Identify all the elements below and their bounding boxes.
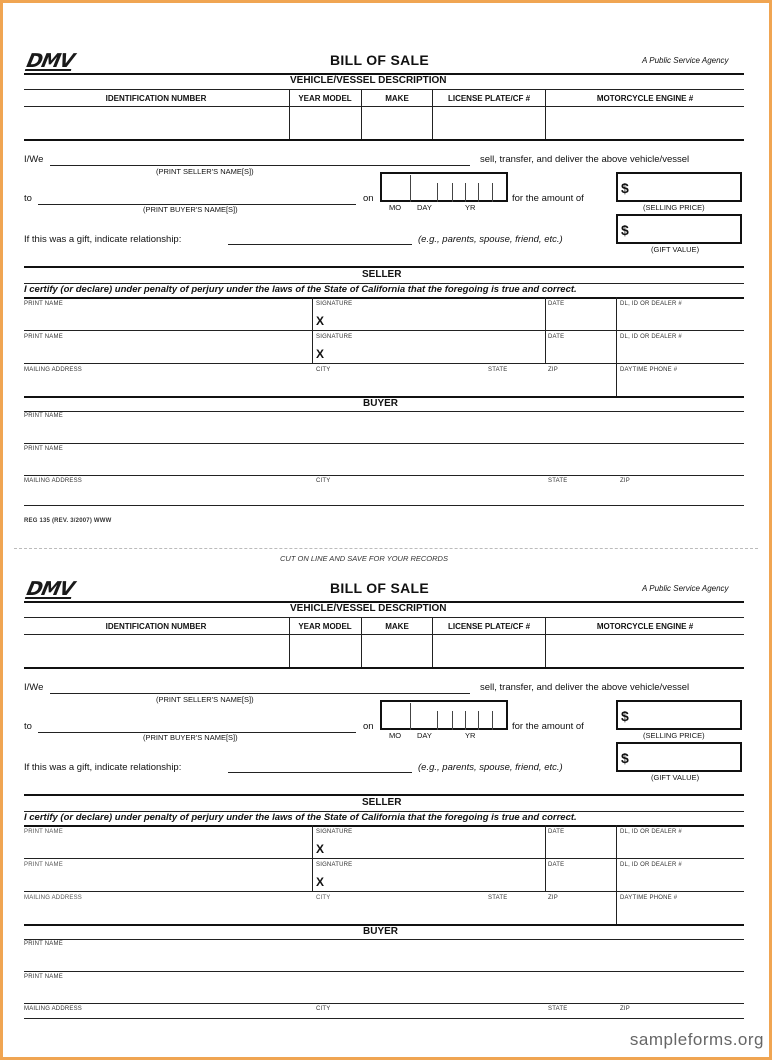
gift-relationship-line[interactable] bbox=[228, 244, 412, 245]
dmv-logo: DMV bbox=[24, 578, 76, 600]
seller-section-heading: SELLER bbox=[362, 269, 402, 280]
seller-mailing-label: MAILING ADDRESS bbox=[24, 367, 83, 373]
rule bbox=[24, 971, 744, 972]
col-divider bbox=[289, 89, 290, 139]
certify-statement: I certify (or declare) under penalty of perjury under the laws of the State of California that the foregoing is true and correct. bbox=[24, 284, 577, 295]
seller-name-line[interactable] bbox=[50, 693, 470, 694]
seller2-date-label: DATE bbox=[548, 862, 565, 868]
rule bbox=[24, 667, 744, 669]
seller2-signature-label: SIGNATURE bbox=[316, 334, 353, 340]
seller1-signature-x: X bbox=[316, 314, 325, 328]
buyer2-print-name-label: PRINT NAME bbox=[24, 446, 63, 452]
selling-price-box[interactable] bbox=[616, 700, 742, 730]
seller-zip-label: ZIP bbox=[548, 367, 558, 373]
seller2-print-name-label: PRINT NAME bbox=[24, 334, 63, 340]
buyer2-print-name-label: PRINT NAME bbox=[24, 974, 63, 980]
gift-value-caption: (GIFT VALUE) bbox=[651, 773, 700, 782]
rule bbox=[24, 891, 744, 892]
buyer-name-caption: (PRINT BUYER'S NAME[S]) bbox=[143, 733, 238, 742]
date-tick bbox=[478, 183, 479, 202]
seller1-dl-label: DL, ID OR DEALER # bbox=[620, 829, 682, 835]
seller1-signature-label: SIGNATURE bbox=[316, 829, 353, 835]
seller2-dl-label: DL, ID OR DEALER # bbox=[620, 334, 682, 340]
dollar-sign: $ bbox=[621, 708, 629, 724]
gift-label: If this was a gift, indicate relationship: bbox=[24, 234, 182, 245]
seller1-print-name-label: PRINT NAME bbox=[24, 301, 63, 307]
date-tick bbox=[437, 183, 438, 202]
sale-date-box[interactable] bbox=[380, 172, 508, 202]
col-make: MAKE bbox=[385, 94, 409, 103]
selling-price-box[interactable] bbox=[616, 172, 742, 202]
seller1-signature-x: X bbox=[316, 842, 325, 856]
seller-mailing-label: MAILING ADDRESS bbox=[24, 895, 83, 901]
buyer-zip-label: ZIP bbox=[620, 1006, 630, 1012]
seller-phone-label: DAYTIME PHONE # bbox=[620, 895, 678, 901]
col-divider bbox=[361, 617, 362, 667]
rule bbox=[24, 617, 744, 618]
date-tick bbox=[465, 711, 466, 730]
date-tick bbox=[452, 711, 453, 730]
col-divider bbox=[545, 297, 546, 363]
rule bbox=[24, 363, 744, 364]
gift-value-box[interactable] bbox=[616, 214, 742, 244]
date-tick bbox=[465, 183, 466, 202]
selling-price-caption: (SELLING PRICE) bbox=[643, 203, 705, 212]
seller-name-caption: (PRINT SELLER'S NAME[S]) bbox=[156, 695, 254, 704]
seller2-signature-x: X bbox=[316, 347, 325, 361]
buyer-name-caption: (PRINT BUYER'S NAME[S]) bbox=[143, 205, 238, 214]
rule bbox=[24, 505, 744, 506]
date-tick bbox=[452, 183, 453, 202]
date-yr-caption: YR bbox=[465, 203, 476, 212]
rule bbox=[24, 330, 744, 331]
date-day-caption: DAY bbox=[417, 731, 432, 740]
watermark: sampleforms.org bbox=[629, 1030, 764, 1049]
rule bbox=[24, 634, 744, 635]
gift-value-box[interactable] bbox=[616, 742, 742, 772]
buyer-mailing-label: MAILING ADDRESS bbox=[24, 478, 83, 484]
iwe-label: I/We bbox=[24, 154, 44, 165]
buyer-state-label: STATE bbox=[548, 1006, 568, 1012]
seller2-signature-label: SIGNATURE bbox=[316, 862, 353, 868]
date-tick bbox=[478, 711, 479, 730]
seller1-print-name-label: PRINT NAME bbox=[24, 829, 63, 835]
on-label: on bbox=[363, 721, 374, 732]
buyer-city-label: CITY bbox=[316, 478, 331, 484]
buyer-city-label: CITY bbox=[316, 1006, 331, 1012]
rule bbox=[24, 858, 744, 859]
col-divider bbox=[616, 825, 617, 924]
date-day-caption: DAY bbox=[417, 203, 432, 212]
seller-zip-label: ZIP bbox=[548, 895, 558, 901]
col-license-plate: LICENSE PLATE/CF # bbox=[447, 94, 531, 103]
col-divider bbox=[616, 297, 617, 396]
col-make: MAKE bbox=[385, 622, 409, 631]
seller2-signature-x: X bbox=[316, 875, 325, 889]
dollar-sign: $ bbox=[621, 180, 629, 196]
seller1-dl-label: DL, ID OR DEALER # bbox=[620, 301, 682, 307]
dmv-logo: DMV bbox=[24, 50, 76, 72]
buyer-state-label: STATE bbox=[548, 478, 568, 484]
rule bbox=[24, 825, 744, 827]
form-title: BILL OF SALE bbox=[330, 52, 430, 68]
gift-example: (e.g., parents, spouse, friend, etc.) bbox=[418, 762, 563, 773]
date-yr-caption: YR bbox=[465, 731, 476, 740]
seller-state-label: STATE bbox=[488, 367, 508, 373]
col-identification-number: IDENTIFICATION NUMBER bbox=[105, 622, 207, 631]
rule bbox=[24, 443, 744, 444]
form-title: BILL OF SALE bbox=[330, 580, 430, 596]
rule bbox=[24, 411, 744, 412]
sell-transfer-text: sell, transfer, and deliver the above vehicle/vessel bbox=[480, 154, 690, 165]
buyer1-print-name-label: PRINT NAME bbox=[24, 941, 63, 947]
rule bbox=[24, 939, 744, 940]
seller-city-label: CITY bbox=[316, 895, 331, 901]
gift-value-caption: (GIFT VALUE) bbox=[651, 245, 700, 254]
rule bbox=[24, 794, 744, 796]
buyer-mailing-label: MAILING ADDRESS bbox=[24, 1006, 83, 1012]
seller1-signature-label: SIGNATURE bbox=[316, 301, 353, 307]
selling-price-caption: (SELLING PRICE) bbox=[643, 731, 705, 740]
gift-label: If this was a gift, indicate relationship: bbox=[24, 762, 182, 773]
col-divider bbox=[545, 89, 546, 139]
buyer-section-heading: BUYER bbox=[363, 926, 399, 937]
rule bbox=[24, 89, 744, 90]
cut-line-text: CUT ON LINE AND SAVE FOR YOUR RECORDS bbox=[280, 554, 448, 563]
buyer-zip-label: ZIP bbox=[620, 478, 630, 484]
form-copy-1 bbox=[0, 0, 772, 528]
amount-text: for the amount of bbox=[512, 193, 584, 204]
date-tick bbox=[492, 711, 493, 730]
rule bbox=[24, 106, 744, 107]
certify-statement: I certify (or declare) under penalty of perjury under the laws of the State of California that the foregoing is true and correct. bbox=[24, 812, 577, 823]
col-divider bbox=[545, 617, 546, 667]
dollar-sign: $ bbox=[621, 222, 629, 238]
agency-tagline: A Public Service Agency bbox=[642, 56, 729, 65]
col-year-model: YEAR MODEL bbox=[298, 94, 352, 103]
col-year-model: YEAR MODEL bbox=[298, 622, 352, 631]
rule bbox=[24, 475, 744, 476]
form-copy-2 bbox=[0, 528, 772, 1048]
col-divider bbox=[289, 617, 290, 667]
col-divider bbox=[432, 89, 433, 139]
col-motorcycle-engine: MOTORCYCLE ENGINE # bbox=[596, 94, 694, 103]
to-label: to bbox=[24, 193, 32, 204]
date-tick bbox=[410, 703, 411, 730]
seller-state-label: STATE bbox=[488, 895, 508, 901]
seller2-date-label: DATE bbox=[548, 334, 565, 340]
dollar-sign: $ bbox=[621, 750, 629, 766]
buyer1-print-name-label: PRINT NAME bbox=[24, 413, 63, 419]
on-label: on bbox=[363, 193, 374, 204]
seller-city-label: CITY bbox=[316, 367, 331, 373]
gift-example: (e.g., parents, spouse, friend, etc.) bbox=[418, 234, 563, 245]
date-mo-caption: MO bbox=[389, 731, 402, 740]
gift-relationship-line[interactable] bbox=[228, 772, 412, 773]
col-divider bbox=[361, 89, 362, 139]
date-mo-caption: MO bbox=[389, 203, 402, 212]
col-motorcycle-engine: MOTORCYCLE ENGINE # bbox=[596, 622, 694, 631]
date-tick bbox=[410, 175, 411, 202]
seller-phone-label: DAYTIME PHONE # bbox=[620, 367, 678, 373]
rule bbox=[24, 266, 744, 268]
to-label: to bbox=[24, 721, 32, 732]
seller-section-heading: SELLER bbox=[362, 797, 402, 808]
rule bbox=[24, 1003, 744, 1004]
seller2-dl-label: DL, ID OR DEALER # bbox=[620, 862, 682, 868]
buyer-section-heading: BUYER bbox=[363, 398, 399, 409]
seller-name-caption: (PRINT SELLER'S NAME[S]) bbox=[156, 167, 254, 176]
date-tick bbox=[437, 711, 438, 730]
amount-text: for the amount of bbox=[512, 721, 584, 732]
vehicle-section-heading: VEHICLE/VESSEL DESCRIPTION bbox=[290, 75, 447, 86]
seller1-date-label: DATE bbox=[548, 829, 565, 835]
rule bbox=[24, 297, 744, 299]
agency-tagline: A Public Service Agency bbox=[642, 584, 729, 593]
col-license-plate: LICENSE PLATE/CF # bbox=[447, 622, 531, 631]
sale-date-box[interactable] bbox=[380, 700, 508, 730]
seller1-date-label: DATE bbox=[548, 301, 565, 307]
seller-name-line[interactable] bbox=[50, 165, 470, 166]
col-divider bbox=[312, 825, 313, 891]
col-divider bbox=[432, 617, 433, 667]
rule bbox=[24, 1018, 744, 1019]
rule bbox=[24, 139, 744, 141]
col-divider bbox=[312, 297, 313, 363]
seller2-print-name-label: PRINT NAME bbox=[24, 862, 63, 868]
sell-transfer-text: sell, transfer, and deliver the above vehicle/vessel bbox=[480, 682, 690, 693]
col-divider bbox=[545, 825, 546, 891]
iwe-label: I/We bbox=[24, 682, 44, 693]
form-code: REG 135 (REV. 3/2007) WWW bbox=[24, 518, 112, 524]
vehicle-section-heading: VEHICLE/VESSEL DESCRIPTION bbox=[290, 603, 447, 614]
date-tick bbox=[492, 183, 493, 202]
col-identification-number: IDENTIFICATION NUMBER bbox=[105, 94, 207, 103]
